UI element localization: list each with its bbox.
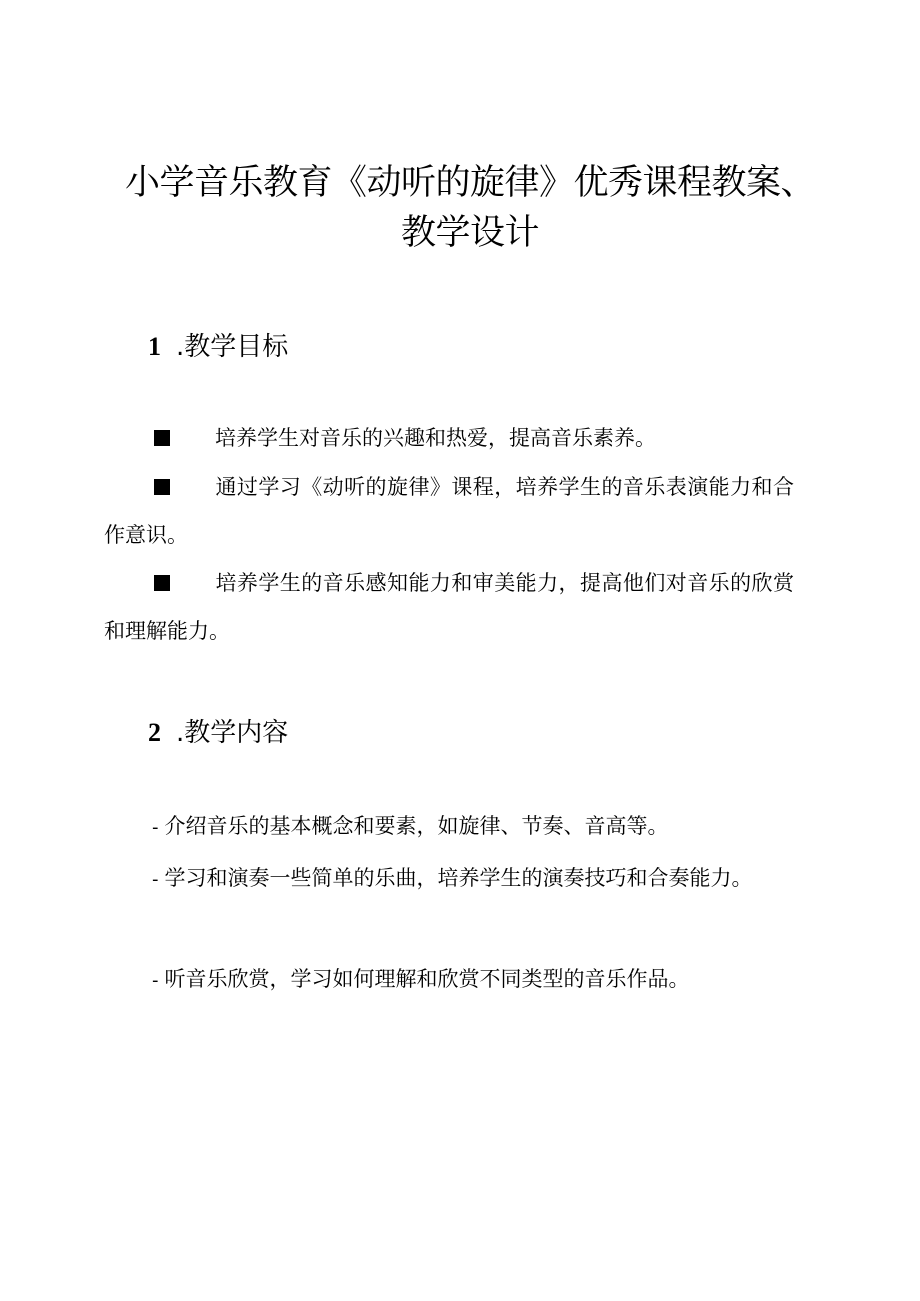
square-bullet-icon: [154, 479, 170, 495]
objective-text: 培养学生的音乐感知能力和审美能力，提高他们对音乐的欣赏和理解能力。: [104, 571, 794, 643]
section-heading-content: [148, 716, 288, 750]
content-item: [104, 955, 794, 1005]
section-heading-objectives: [148, 330, 288, 364]
dash-marker: -: [152, 817, 159, 838]
square-bullet-icon: [154, 575, 170, 591]
section-number: 1: [148, 332, 161, 361]
objective-item: [104, 559, 794, 655]
content-item: [104, 854, 794, 904]
section-number: 2: [148, 718, 161, 747]
content-text: 介绍音乐的基本概念和要素，如旋律、节奏、音高等。: [164, 814, 669, 838]
objective-text: 培养学生对音乐的兴趣和热爱，提高音乐素养。: [215, 426, 656, 450]
dash-marker: -: [152, 869, 159, 890]
objective-text: 通过学习《动听的旋律》课程，培养学生的音乐表演能力和合作意识。: [104, 475, 794, 547]
section-title: .教学目标: [176, 332, 289, 362]
objective-item: [104, 414, 794, 462]
objective-item: [104, 463, 794, 559]
content-text: 听音乐欣赏，学习如何理解和欣赏不同类型的音乐作品。: [164, 967, 690, 991]
square-bullet-icon: [154, 430, 170, 446]
document-title: 小学音乐教育《动听的旋律》优秀课程教案、教学设计: [124, 163, 815, 253]
content-text: 学习和演奏一些简单的乐曲，培养学生的演奏技巧和合奏能力。: [164, 866, 753, 890]
dash-marker: -: [152, 970, 159, 991]
content-item: [104, 802, 794, 852]
section-title: .教学内容: [176, 718, 289, 748]
